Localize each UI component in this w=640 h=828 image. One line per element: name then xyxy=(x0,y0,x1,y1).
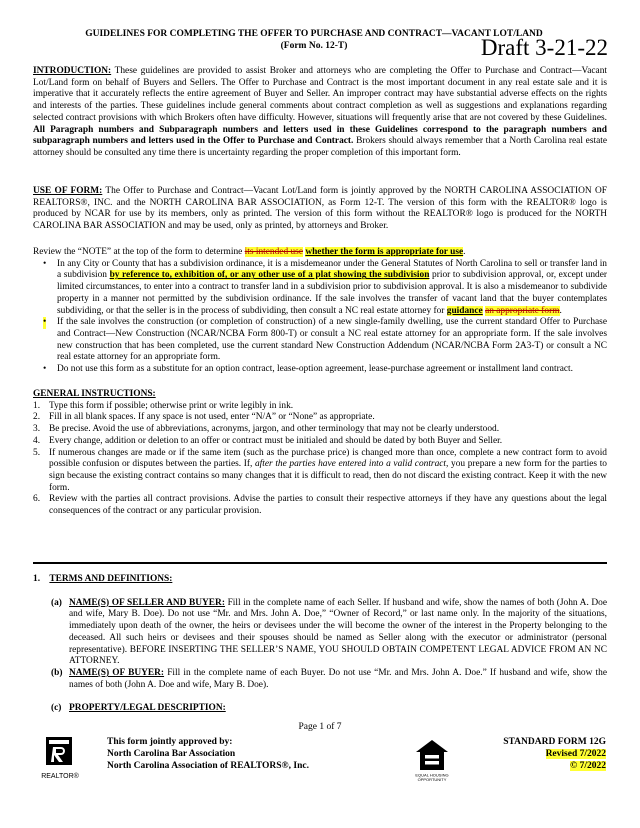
introduction-heading: INTRODUCTION: xyxy=(33,66,112,76)
subsection-b xyxy=(51,668,607,691)
bullet-1-struck: an appropriate form xyxy=(485,305,560,316)
instruction-item xyxy=(33,494,607,517)
subsection-label: (c) xyxy=(51,703,62,714)
instruction-number: 3. xyxy=(33,424,41,435)
note-lead: Review the “NOTE” at the top of the form to determine xyxy=(33,247,245,257)
instruction-number: 6. xyxy=(33,494,41,505)
instruction-item xyxy=(33,401,607,413)
approval-block xyxy=(107,736,309,772)
eho-label-2: OPPORTUNITY xyxy=(417,777,447,782)
form-number: (Form No. 12-T) xyxy=(280,41,348,51)
instruction-item xyxy=(33,448,607,495)
bullet-1-end: . xyxy=(559,305,562,316)
standard-form-number: STANDARD FORM 12G xyxy=(503,737,606,747)
subsection-a-text: Fill in the complete name of each Seller. If husband and wife, show the names of both (John A. Doe and wife, Mary B. Doe). Do not use “Mr. and Mrs. John A. Doe,” “Owner of Record,” or last name only. In the majority of the situations, immediately upon death of the owner, the heirs or devisees under the will become the owner of the interest in the Property belonging to the deceased. All such heirs or devisees and their spouses should be named as Seller along with the executor or administrator (personal representative). BEFORE INSERTING THE SELLER’S NAME, YOU SHOULD OBTAIN COMPETENT LEGAL ADVICE FROM AN NC ATTORNEY. xyxy=(69,597,608,667)
instruction-italic-text: after the parties have entered into a valid contract xyxy=(254,459,447,470)
subsection-label: (b) xyxy=(51,667,63,678)
section-divider xyxy=(33,562,607,564)
note-line xyxy=(33,247,607,259)
approval-line-3: North Carolina Association of REALTORS®, Inc. xyxy=(107,761,309,771)
page-number: Page 1 of 7 xyxy=(298,722,342,732)
introduction-text: These guidelines are provided to assist Broker and attorneys who are completing the Offer to Purchase and Contract—Vacant Lot/Land form on behalf of Buyers and Sellers. The Offer to Purchase and Contract is the most important document in any real estate sale and it is imperative that it accurately reflects the entire agreement of Buyer and Seller. An improper contract may have substantial adverse effects on the rights and interests of the parties. These guidelines include general comments about contract completion as well as suggestions and explanations regarding selected contract provisions with which Brokers often have difficulty. However, situations will frequently arise that are not covered by these Guidelines. xyxy=(33,66,607,123)
subsection-b-text: Fill in the complete name of each Buyer. Do not use “Mr. and Mrs. John A. Doe.” If husband and wife, show the names of both (John A. Doe and wife, Mary B. Doe). xyxy=(69,667,607,690)
subsection-label: (a) xyxy=(51,597,62,608)
subsection-c-heading: PROPERTY/LEGAL DESCRIPTION: xyxy=(69,703,226,714)
use-of-form-text: The Offer to Purchase and Contract—Vacant Lot/Land form is jointly approved by the NORTH CAROLINA ASSOCIATION OF REALTORS®, INC. and the NORTH CAROLINA BAR ASSOCIATION, as Form 12-T. The version of this form with the REALTOR® logo is produced by NCAR for use by its members, only as printed. The version of this form without the REALTOR® logo is produced for the NORTH CAROLINA BAR ASSOCIATION and may be used, only as printed, by attorneys and Broker. xyxy=(33,186,607,232)
use-of-form-paragraph xyxy=(33,186,607,233)
bullet-dot: • xyxy=(43,258,47,269)
instruction-number: 5. xyxy=(33,447,41,458)
general-instructions-heading: GENERAL INSTRUCTIONS: xyxy=(33,389,156,399)
standard-form-block xyxy=(503,736,606,772)
general-instructions-list xyxy=(33,401,607,518)
instruction-text: If numerous changes are made or if the same item (such as the purchase price) is changed more than once, complete a new contract form to avoid possible confusion or disputes between the parties. If, xyxy=(49,447,607,470)
instruction-text-b: , you prepare a new form for the parties to sign because the existing contract contains so many changes that it is difficult to read, then do not discard the existing contract. Keep it with the new form. xyxy=(49,459,607,493)
bullet-1-inserted-2: guidance xyxy=(446,305,483,316)
note-end: . xyxy=(463,247,466,257)
bullet-subdivision xyxy=(41,259,607,318)
approval-line-1: This form jointly approved by: xyxy=(107,737,233,747)
subsection-a-heading: NAME(S) OF SELLER AND BUYER: xyxy=(69,597,225,608)
introduction-text-end: Brokers should always remember that a North Carolina real estate attorney should be consulted any time there is uncertainty regarding the proper completion of this important form. xyxy=(33,136,607,158)
bullet-3-text: Do not use this form as a substitute for an option contract, lease-option agreement, lease-purchase agreement or installment land contract. xyxy=(57,364,573,375)
instruction-text: Every change, addition or deletion to an offer or contract must be initialed and should be dated by both Buyer and Seller. xyxy=(49,435,503,446)
realtor-label: REALTOR® xyxy=(41,773,79,780)
bullet-1-inserted: by reference to, exhibition of, or any other use of a plat showing the subdivision xyxy=(109,270,430,281)
bullet-1-text-b: prior to subdivision approval, or, except under limited circumstances, to enter into a contract to transfer land in a subdivision prior to subdivision approval. It is also a misdemeanor to subdivide property in a manner not permitted by the subdivision ordinance. If the sale involves the transfer of vacant land that the buyer contemplates subdividing, or that the seller is in the process of subdividing, then consult a NC real estate attorney for xyxy=(57,270,608,316)
bullet-dot: • xyxy=(43,317,47,328)
instruction-number: 1. xyxy=(33,400,41,411)
section-1 xyxy=(33,574,607,715)
bullet-2-text: If the sale involves the construction (or completion of construction) of a new single-family dwelling, use the current standard Offer to Purchase and Contract—New Construction (NCAR/NCBA Form 800-T) or consult a NC real estate attorney for an appropriate form. If the sale involves new construction that has been completed, use the current standard New Construction Addendum (NCAR/NCBA Form 2A3-T) or consult a NC real estate attorney for an appropriate form. xyxy=(57,317,607,363)
instruction-text: Be precise. Avoid the use of abbreviations, acronyms, jargon, and other terminology that may not be clearly understood. xyxy=(49,424,500,435)
instruction-text: Fill in all blank spaces. If any space is not used, enter “N/A” or “None” as appropriate. xyxy=(49,412,375,423)
bullet-new-construction xyxy=(41,317,607,364)
title-line: GUIDELINES FOR COMPLETING THE OFFER TO PURCHASE AND CONTRACT—VACANT LOT/LAND xyxy=(85,29,543,39)
eho-label-1: EQUAL HOUSING xyxy=(415,772,449,778)
note-struck-text: its intended use xyxy=(244,247,303,257)
introduction-paragraph xyxy=(33,66,607,160)
section-1-heading xyxy=(33,574,607,586)
instruction-text: Review with the parties all contract provisions. Advise the parties to consult their respective attorneys if they have any questions about the legal consequences of the contract or any particular provision. xyxy=(49,494,607,517)
instruction-number: 2. xyxy=(33,412,41,423)
copyright-date: © 7/2022 xyxy=(570,761,606,771)
section-1-number: 1. xyxy=(33,574,41,584)
section-1-title: TERMS AND DEFINITIONS: xyxy=(49,574,173,584)
revised-date: Revised 7/2022 xyxy=(545,749,606,759)
use-of-form-heading: USE OF FORM: xyxy=(33,186,103,196)
bullet-not-substitute xyxy=(41,364,607,376)
general-instructions xyxy=(33,389,607,518)
introduction-bold-text: All Paragraph numbers and Subparagraph numbers and letters used in these Guidelines correspond to the paragraph numbers and subparagraph numbers and letters used in the Offer to Purchase and Contract. xyxy=(33,124,607,147)
instruction-text: Type this form if possible; otherwise print or write legibly in ink. xyxy=(49,400,294,411)
realtor-r-icon xyxy=(40,736,80,782)
instruction-item xyxy=(33,424,607,436)
instruction-item xyxy=(33,412,607,424)
subsection-b-heading: NAME(S) OF BUYER: xyxy=(69,667,165,678)
instruction-item xyxy=(33,436,607,448)
realtor-logo xyxy=(40,736,80,782)
subsection-c xyxy=(51,703,607,715)
equal-housing-icon xyxy=(414,738,450,784)
note-bullet-list xyxy=(33,259,607,376)
bullet-1-text: In any City or County that has a subdivision ordinance, it is a misdemeanor under the General Statutes of North Carolina to sell or transfer land in a subdivision xyxy=(57,258,607,281)
subsection-a xyxy=(51,598,607,668)
instruction-number: 4. xyxy=(33,435,41,446)
bullet-dot: • xyxy=(43,364,47,375)
draft-label: Draft 3-21-22 xyxy=(480,35,608,60)
equal-housing-logo xyxy=(414,738,450,784)
note-section xyxy=(33,247,607,376)
approval-line-2: North Carolina Bar Association xyxy=(107,749,236,759)
note-inserted-text: whether the form is appropriate for use xyxy=(305,247,464,257)
